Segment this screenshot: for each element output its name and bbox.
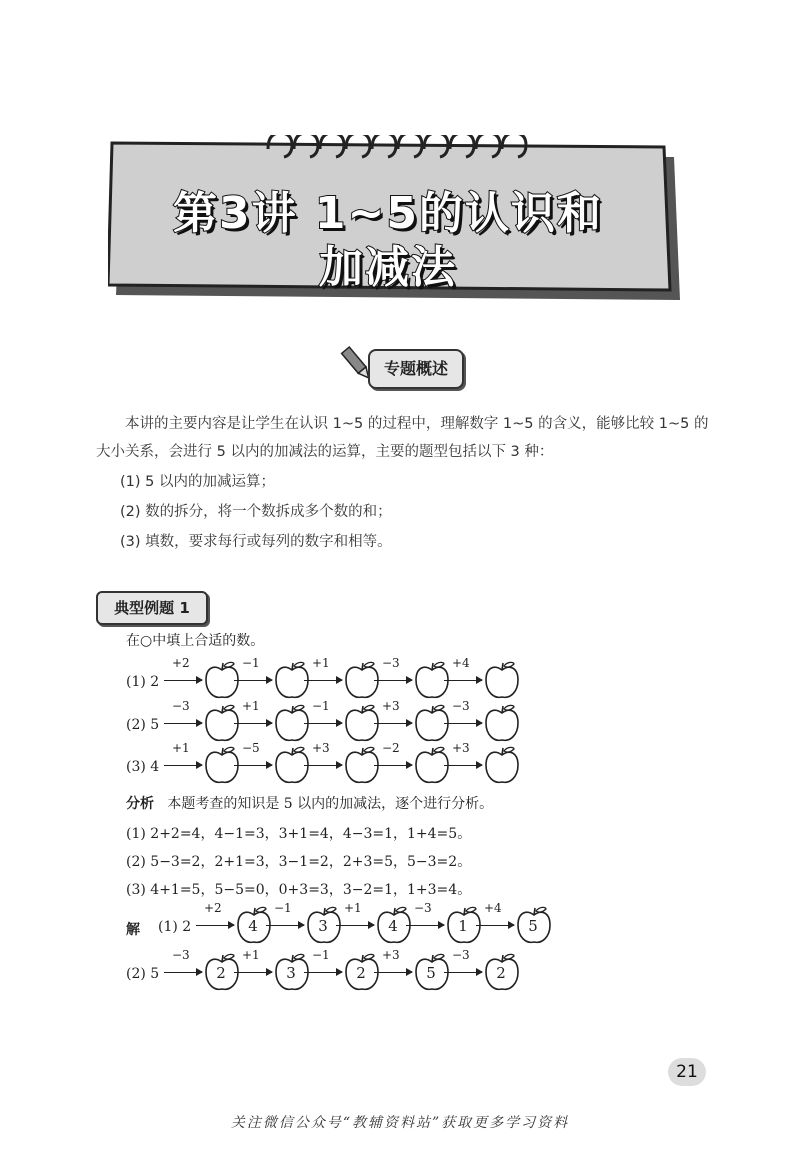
chapter-title-line-2: 加减法 [319, 242, 457, 293]
operation-label: −3 [172, 948, 190, 962]
apple-icon[interactable] [484, 660, 520, 700]
answer-number: 2 [356, 964, 366, 982]
arrow-icon [234, 765, 272, 766]
example-prompt: 在○中填上合适的数。 [126, 633, 265, 649]
operation-label: −1 [274, 901, 292, 915]
analysis-line-3: (3) 4+1=5，5−5=0，0+3=3，3−2=1，1+3=4。 [126, 882, 472, 898]
answer-number: 5 [528, 917, 538, 935]
arrow-icon [374, 723, 412, 724]
arrow-icon [406, 925, 444, 926]
chain-start-label: (2) 5 [126, 717, 160, 733]
answer-number: 3 [286, 964, 296, 982]
analysis-paragraph [126, 793, 493, 813]
answer-number: 1 [458, 917, 468, 935]
arrow-icon [304, 723, 342, 724]
apple-icon [516, 905, 552, 945]
arrow-icon [304, 972, 342, 973]
operation-label: −1 [312, 699, 330, 713]
arrow-icon [164, 972, 202, 973]
solution-chain [158, 901, 578, 949]
operation-label: −3 [382, 656, 400, 670]
answer-number: 4 [388, 917, 398, 935]
arrow-icon [444, 765, 482, 766]
chapter-title-line-1: 第3讲 1~5的认识和 [172, 188, 604, 239]
overview-item-3: (3) 填数，要求每行或每列的数字和相等。 [120, 534, 392, 550]
overview-item-1: (1) 5 以内的加减运算； [120, 474, 275, 490]
answer-number: 2 [496, 964, 506, 982]
operation-label: +1 [344, 901, 362, 915]
operation-label: +1 [312, 656, 330, 670]
operation-label: −2 [382, 741, 400, 755]
answer-number: 5 [426, 964, 436, 982]
arrow-icon [266, 925, 304, 926]
operation-label: +4 [452, 656, 470, 670]
answer-number: 3 [318, 917, 328, 935]
arrow-icon [234, 723, 272, 724]
arrow-icon [164, 680, 202, 681]
arrow-icon [304, 765, 342, 766]
overview-intro-paragraph: 本讲的主要内容是让学生在认识 1~5 的过程中，理解数字 1~5 的含义，能够比较 1~5 的大小关系，会进行 5 以内的加减法的运算，主要的题型包括以下 3 种： [96, 416, 709, 460]
operation-label: +2 [172, 656, 190, 670]
example-section-tag: 典型例题 1 [96, 591, 208, 625]
arrow-icon [234, 972, 272, 973]
arrow-icon [234, 680, 272, 681]
analysis-line-2: (2) 5−3=2，2+1=3，3−1=2，2+3=5，5−3=2。 [126, 854, 472, 870]
chain-start-label: (3) 4 [126, 759, 160, 775]
arrow-icon [304, 680, 342, 681]
analysis-line-1: (1) 2+2=4，4−1=3，3+1=4，4−3=1，1+4=5。 [126, 826, 472, 842]
operation-label: +1 [242, 948, 260, 962]
solution-chain [126, 948, 546, 996]
arrow-icon [444, 723, 482, 724]
operation-label: +3 [382, 699, 400, 713]
footer-note: 关注微信公众号“教辅资料站”获取更多学习资料 [230, 1115, 570, 1131]
analysis-label: 分析 [126, 796, 154, 812]
operation-label: +3 [312, 741, 330, 755]
operation-label: +4 [484, 901, 502, 915]
problem-chain [126, 656, 546, 704]
chain-start-label: (2) 5 [126, 966, 160, 982]
overview-section-tag: 专题概述 [368, 349, 464, 389]
arrow-icon [196, 925, 234, 926]
operation-label: −1 [242, 656, 260, 670]
apple-icon [484, 952, 520, 992]
apple-icon[interactable] [484, 703, 520, 743]
arrow-icon [444, 972, 482, 973]
operation-label: −3 [414, 901, 432, 915]
arrow-icon [476, 925, 514, 926]
analysis-text: 本题考查的知识是 5 以内的加减法，逐个进行分析。 [167, 796, 494, 812]
operation-label: −3 [452, 948, 470, 962]
chain-start-label: (1) 2 [158, 919, 192, 935]
problem-chain [126, 741, 546, 789]
chapter-title-banner [108, 135, 688, 305]
operation-label: +1 [242, 699, 260, 713]
operation-label: −3 [452, 699, 470, 713]
page-number: 21 [668, 1058, 706, 1086]
arrow-icon [374, 680, 412, 681]
answer-number: 4 [248, 917, 258, 935]
operation-label: −1 [312, 948, 330, 962]
operation-label: +1 [172, 741, 190, 755]
overview-item-2: (2) 数的拆分，将一个数拆成多个数的和； [120, 504, 392, 520]
operation-label: −3 [172, 699, 190, 713]
arrow-icon [336, 925, 374, 926]
operation-label: +2 [204, 901, 222, 915]
arrow-icon [444, 680, 482, 681]
chain-start-label: (1) 2 [126, 674, 160, 690]
operation-label: +3 [382, 948, 400, 962]
operation-label: −5 [242, 741, 260, 755]
arrow-icon [374, 765, 412, 766]
arrow-icon [164, 765, 202, 766]
arrow-icon [374, 972, 412, 973]
arrow-icon [164, 723, 202, 724]
solution-label: 解 [126, 922, 140, 938]
operation-label: +3 [452, 741, 470, 755]
answer-number: 2 [216, 964, 226, 982]
apple-icon[interactable] [484, 745, 520, 785]
